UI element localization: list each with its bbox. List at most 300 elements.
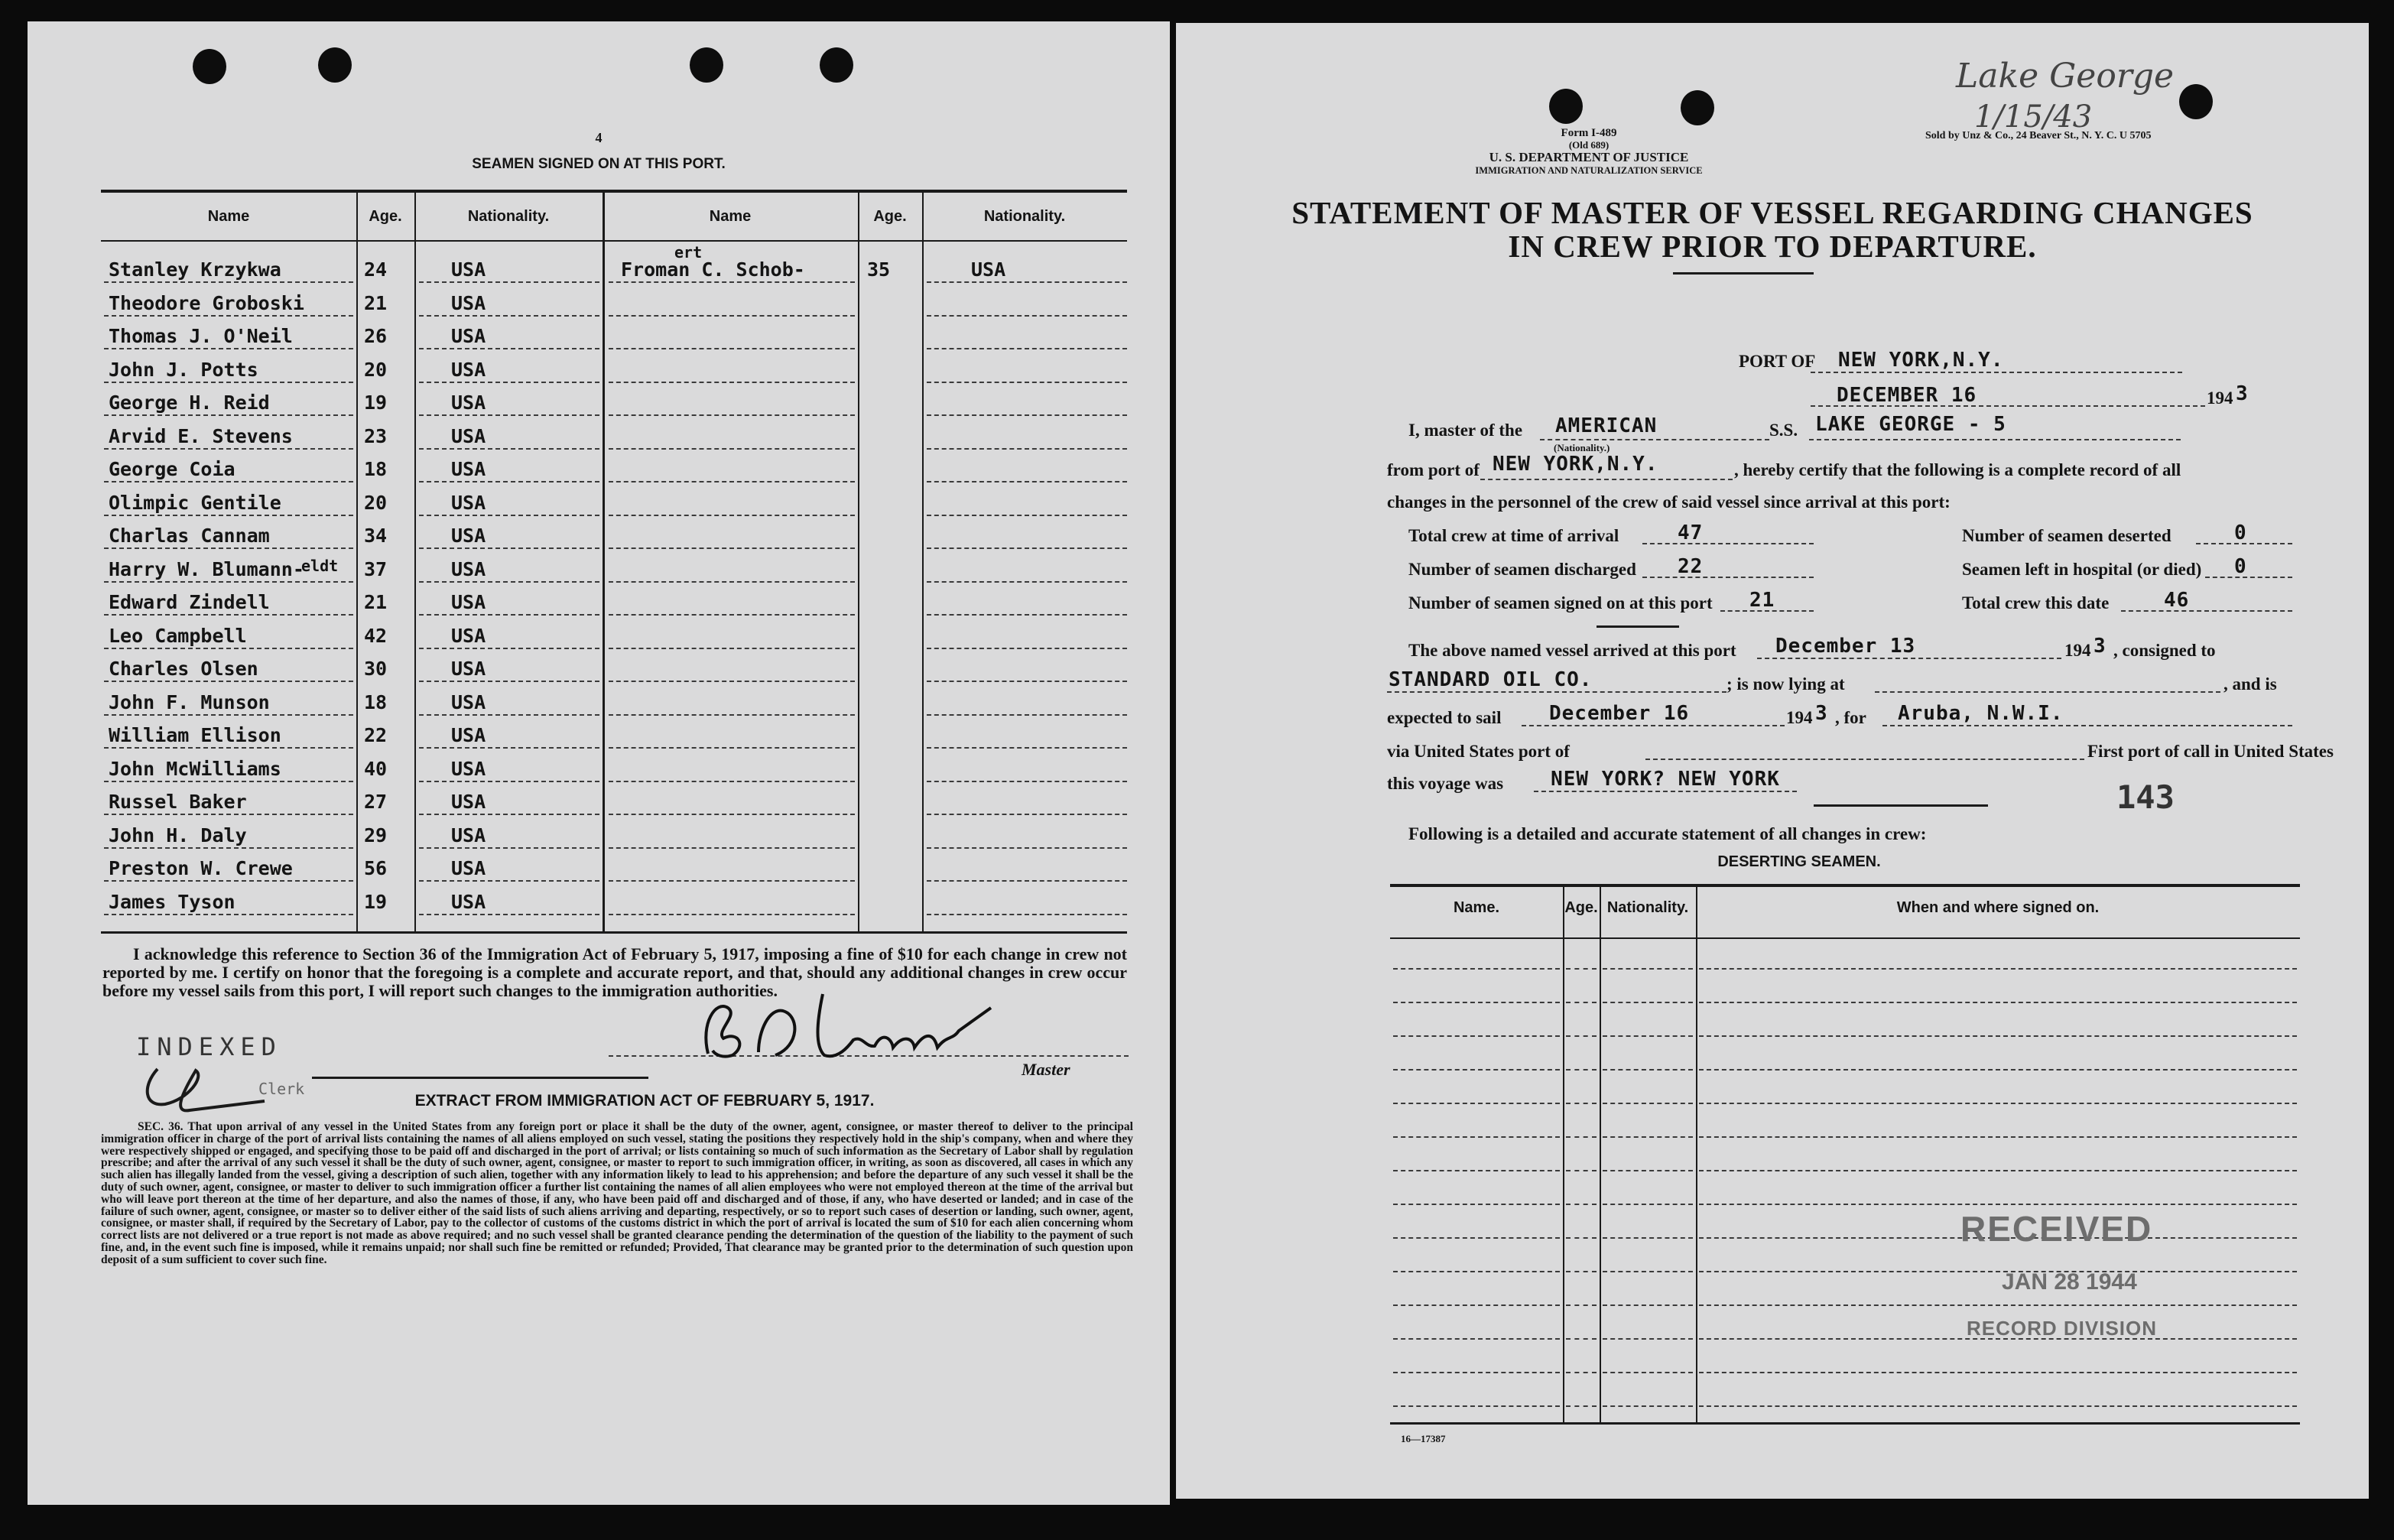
crew-age: 29 bbox=[364, 824, 388, 846]
crew-name: Thomas J. O'Neil bbox=[109, 325, 293, 347]
row-dotted-line bbox=[927, 781, 1127, 782]
deserting-row-line bbox=[1603, 1035, 1693, 1037]
arrived-year-label: 194 bbox=[2064, 641, 2091, 660]
left-page bbox=[28, 21, 1170, 1505]
row-dotted-line bbox=[104, 515, 353, 516]
deserting-row-line bbox=[1566, 1304, 1597, 1306]
crew-nationality: USA bbox=[451, 391, 486, 414]
arrived-label: The above named vessel arrived at this port bbox=[1408, 641, 1736, 660]
extract-rule bbox=[312, 1077, 648, 1079]
crew-age: 42 bbox=[364, 625, 388, 647]
deserting-row-line bbox=[1566, 1170, 1597, 1171]
crew-nationality: USA bbox=[451, 758, 486, 780]
destination-value: Aruba, N.W.I. bbox=[1898, 702, 2064, 725]
col-header-age: Age. bbox=[873, 208, 907, 225]
row-dotted-line bbox=[927, 448, 1127, 450]
deserting-row-line bbox=[1566, 1237, 1597, 1239]
row-dotted-line bbox=[927, 581, 1127, 583]
hospital-label: Seamen left in hospital (or died) bbox=[1962, 560, 2202, 579]
deserting-row-line bbox=[1699, 1204, 2297, 1205]
vessel-value: LAKE GEORGE - 5 bbox=[1815, 413, 2006, 436]
lying-line bbox=[1875, 691, 2220, 693]
crew-nationality: USA bbox=[451, 492, 486, 514]
deserting-row-line bbox=[1393, 1069, 1560, 1071]
row-dotted-line bbox=[609, 747, 855, 749]
crew-name: Arvid E. Stevens bbox=[109, 425, 293, 447]
deserting-row-line bbox=[1699, 968, 2297, 970]
row-dotted-line bbox=[104, 614, 353, 616]
row-dotted-line bbox=[419, 681, 599, 682]
col-header-nationality: Nationality. bbox=[1606, 899, 1689, 916]
crew-nationality: USA bbox=[451, 292, 486, 314]
row-dotted-line bbox=[927, 648, 1127, 649]
crew-age: 23 bbox=[364, 425, 388, 447]
row-dotted-line bbox=[419, 814, 599, 815]
crew-nationality: USA bbox=[451, 791, 486, 813]
row-dotted-line bbox=[419, 648, 599, 649]
crew-age: 24 bbox=[364, 258, 388, 281]
deserting-row-line bbox=[1699, 1136, 2297, 1138]
voyage-value: NEW YORK? NEW YORK bbox=[1551, 768, 1780, 791]
deserting-row-line bbox=[1393, 1103, 1560, 1104]
row-dotted-line bbox=[419, 448, 599, 450]
deserting-row-line bbox=[1566, 1136, 1597, 1138]
row-dotted-line bbox=[419, 481, 599, 482]
row-dotted-line bbox=[104, 414, 353, 416]
punch-hole bbox=[2179, 84, 2213, 119]
row-dotted-line bbox=[419, 515, 599, 516]
hospital-value: 0 bbox=[2234, 555, 2247, 578]
punch-hole bbox=[1681, 90, 1714, 125]
crew-nationality: USA bbox=[451, 625, 486, 647]
crew-nationality: USA bbox=[451, 691, 486, 713]
from-port-value: NEW YORK,N.Y. bbox=[1493, 453, 1658, 476]
row-dotted-line bbox=[927, 515, 1127, 516]
deserting-row-line bbox=[1603, 1002, 1693, 1003]
deserting-row-line bbox=[1393, 1372, 1560, 1373]
deserting-row-line bbox=[1566, 1372, 1597, 1373]
deserting-row-line bbox=[1566, 968, 1597, 970]
row-dotted-line bbox=[104, 880, 353, 882]
row-dotted-line bbox=[419, 281, 599, 283]
stamp-number: 143 bbox=[2116, 778, 2175, 816]
row-dotted-line bbox=[104, 814, 353, 815]
crew-age: 37 bbox=[364, 558, 388, 580]
deserting-row-line bbox=[1393, 1170, 1560, 1171]
crew-nationality: USA bbox=[451, 525, 486, 547]
row-dotted-line bbox=[609, 614, 855, 616]
vessel-line bbox=[1809, 439, 2181, 440]
deserting-row-line bbox=[1566, 1103, 1597, 1104]
handwritten-note: Lake George bbox=[1956, 57, 2175, 96]
crew-nationality: USA bbox=[451, 425, 486, 447]
col-header-name: Name. bbox=[1453, 899, 1500, 916]
deserting-row-line bbox=[1393, 1338, 1560, 1340]
row-dotted-line bbox=[609, 515, 855, 516]
punch-hole bbox=[820, 47, 853, 83]
row-dotted-line bbox=[609, 714, 855, 716]
from-port-line bbox=[1480, 479, 1733, 480]
expected-line bbox=[1522, 725, 1785, 726]
acknowledgment-text: I acknowledge this reference to Section 36 of the Immigration Act of February 5, 1917, imposing a fine of $10 for each change in crew not reported by me. I certify on honor that the foregoing is a complete and accurate report, and that, should any additional changes in crew occur before my vessel sails from this port, I will report such changes to the immigration authorities. bbox=[102, 944, 1127, 1000]
deserting-row-line bbox=[1603, 1405, 1693, 1407]
row-dotted-line bbox=[927, 614, 1127, 616]
master-of-the-label: I, master of the bbox=[1408, 421, 1523, 440]
row-dotted-line bbox=[609, 880, 855, 882]
crew-age: 22 bbox=[364, 724, 388, 746]
indexed-stamp: INDEXED bbox=[136, 1032, 282, 1061]
crew-age: 21 bbox=[364, 591, 388, 613]
crew-name: Harry W. Blumann- bbox=[109, 558, 304, 580]
deserting-row-line bbox=[1393, 1035, 1560, 1037]
crew-age: 18 bbox=[364, 458, 388, 480]
row-dotted-line bbox=[609, 448, 855, 450]
row-dotted-line bbox=[609, 648, 855, 649]
row-dotted-line bbox=[609, 348, 855, 349]
voyage-line bbox=[1534, 791, 1797, 792]
crew-nationality: USA bbox=[451, 359, 486, 381]
form-old: (Old 689) bbox=[1568, 139, 1610, 151]
deserting-table-bottom bbox=[1390, 1422, 2300, 1425]
crew-name: James Tyson bbox=[109, 891, 236, 913]
following-text: Following is a detailed and accurate statement of all changes in crew: bbox=[1408, 824, 1927, 843]
crew-name: Theodore Groboski bbox=[109, 292, 304, 314]
expected-year-value: 3 bbox=[1815, 702, 1828, 725]
crew-age: 30 bbox=[364, 658, 388, 680]
service: IMMIGRATION AND NATURALIZATION SERVICE bbox=[1475, 165, 1703, 176]
crew-name: John McWilliams bbox=[109, 758, 281, 780]
row-dotted-line bbox=[927, 747, 1127, 749]
crew-age: 19 bbox=[364, 891, 388, 913]
total-date-value: 46 bbox=[2164, 589, 2190, 612]
deserting-table-top bbox=[1390, 884, 2300, 887]
row-dotted-line bbox=[104, 382, 353, 383]
voyage-label: this voyage was bbox=[1387, 774, 1504, 793]
row-dotted-line bbox=[104, 481, 353, 482]
record-division-stamp: RECORD DIVISION bbox=[1967, 1317, 2158, 1340]
via-line bbox=[1645, 759, 2084, 760]
row-dotted-line bbox=[927, 481, 1127, 482]
certify-text: , hereby certify that the following is a complete record of all bbox=[1734, 460, 2181, 479]
nationality-line bbox=[1540, 439, 1769, 440]
crew-nationality: USA bbox=[451, 591, 486, 613]
row-dotted-line bbox=[609, 481, 855, 482]
deserting-row-line bbox=[1603, 1372, 1693, 1373]
crew-nationality: USA bbox=[451, 558, 486, 580]
col-header-nationality: Nationality. bbox=[983, 208, 1066, 225]
crew-age: 19 bbox=[364, 391, 388, 414]
deserting-table-header-rule bbox=[1390, 937, 2300, 939]
port-value: NEW YORK,N.Y. bbox=[1838, 349, 2004, 372]
department: U. S. DEPARTMENT OF JUSTICE bbox=[1489, 150, 1689, 164]
deserting-row-line bbox=[1699, 1035, 2297, 1037]
deserting-row-line bbox=[1699, 1271, 2297, 1272]
discharged-line bbox=[1642, 577, 1814, 578]
col-header-age: Age. bbox=[369, 208, 402, 225]
deserting-row-line bbox=[1699, 1002, 2297, 1003]
row-dotted-line bbox=[927, 914, 1127, 915]
crew-name: Russel Baker bbox=[109, 791, 247, 813]
discharged-label: Number of seamen discharged bbox=[1408, 560, 1636, 579]
col-divider bbox=[603, 191, 605, 933]
row-dotted-line bbox=[927, 382, 1127, 383]
row-dotted-line bbox=[104, 747, 353, 749]
row-dotted-line bbox=[104, 648, 353, 649]
row-dotted-line bbox=[104, 847, 353, 849]
row-dotted-line bbox=[927, 414, 1127, 416]
row-dotted-line bbox=[419, 614, 599, 616]
extract-title: EXTRACT FROM IMMIGRATION ACT OF FEBRUARY 5, 1917. bbox=[414, 1092, 875, 1110]
year-label: 194 bbox=[2207, 388, 2233, 408]
crew-name: George Coia bbox=[109, 458, 236, 480]
deserting-row-line bbox=[1566, 1271, 1597, 1272]
row-dotted-line bbox=[609, 382, 855, 383]
crew-nationality: USA bbox=[451, 857, 486, 879]
row-dotted-line bbox=[609, 781, 855, 782]
section-title: SEAMEN SIGNED ON AT THIS PORT. bbox=[472, 156, 726, 172]
deserting-row-line bbox=[1393, 1204, 1560, 1205]
row-dotted-line bbox=[927, 281, 1127, 283]
row-dotted-line bbox=[609, 581, 855, 583]
crew-right-nationality: USA bbox=[971, 258, 1006, 281]
deserting-row-line bbox=[1566, 1069, 1597, 1071]
deserting-row-line bbox=[1393, 968, 1560, 970]
section-rule bbox=[1597, 625, 1679, 628]
page-number: 4 bbox=[595, 130, 603, 145]
deserting-row-line bbox=[1603, 1304, 1693, 1306]
row-dotted-line bbox=[104, 714, 353, 716]
crew-age: 20 bbox=[364, 492, 388, 514]
crew-nationality: USA bbox=[451, 325, 486, 347]
received-date: JAN 28 1944 bbox=[2002, 1269, 2137, 1295]
col-divider bbox=[922, 191, 924, 933]
deserting-row-line bbox=[1566, 1405, 1597, 1407]
row-dotted-line bbox=[104, 914, 353, 915]
row-dotted-line bbox=[419, 880, 599, 882]
deserting-row-line bbox=[1603, 1136, 1693, 1138]
crew-age: 56 bbox=[364, 857, 388, 879]
col-divider bbox=[1600, 885, 1601, 1424]
row-dotted-line bbox=[419, 581, 599, 583]
master-signature bbox=[685, 985, 1006, 1069]
row-dotted-line bbox=[419, 781, 599, 782]
crew-name: George H. Reid bbox=[109, 391, 270, 414]
deserting-row-line bbox=[1699, 1372, 2297, 1373]
row-dotted-line bbox=[609, 814, 855, 815]
row-dotted-line bbox=[609, 414, 855, 416]
hospital-line bbox=[2205, 577, 2292, 578]
expected-label: expected to sail bbox=[1387, 708, 1502, 727]
deserting-row-line bbox=[1603, 1170, 1693, 1171]
punch-hole bbox=[318, 47, 352, 83]
title-rule bbox=[1673, 272, 1814, 275]
expected-value: December 16 bbox=[1549, 702, 1690, 725]
handwritten-date: 1/15/43 bbox=[1974, 99, 2093, 135]
nationality-value: AMERICAN bbox=[1555, 414, 1658, 437]
crew-name: William Ellison bbox=[109, 724, 281, 746]
via-label: via United States port of bbox=[1387, 742, 1570, 761]
crew-name: John J. Potts bbox=[109, 359, 258, 381]
col-divider bbox=[858, 191, 859, 933]
discharged-value: 22 bbox=[1678, 555, 1704, 578]
row-dotted-line bbox=[927, 681, 1127, 682]
row-dotted-line bbox=[104, 681, 353, 682]
col-divider bbox=[1696, 885, 1697, 1424]
crew-name: Edward Zindell bbox=[109, 591, 270, 613]
row-dotted-line bbox=[419, 847, 599, 849]
crew-nationality: USA bbox=[451, 458, 486, 480]
crew-nationality: USA bbox=[451, 891, 486, 913]
crew-name: Olimpic Gentile bbox=[109, 492, 281, 514]
year-value: 3 bbox=[2236, 382, 2249, 405]
row-dotted-line bbox=[609, 547, 855, 549]
crew-name: Preston W. Crewe bbox=[109, 857, 293, 879]
crew-nationality: USA bbox=[451, 258, 486, 281]
form-title-line2: IN CREW PRIOR TO DEPARTURE. bbox=[1508, 229, 2037, 264]
col-header-name: Name bbox=[207, 208, 250, 225]
col-divider bbox=[1563, 885, 1564, 1424]
deserting-row-line bbox=[1393, 1237, 1560, 1239]
deserting-row-line bbox=[1393, 1271, 1560, 1272]
table-header-rule bbox=[101, 240, 1127, 242]
row-dotted-line bbox=[927, 847, 1127, 849]
deserting-title: DESERTING SEAMEN. bbox=[1717, 853, 1881, 870]
deserting-row-line bbox=[1603, 1103, 1693, 1104]
crew-right-age: 35 bbox=[867, 258, 891, 281]
received-stamp: RECEIVED bbox=[1960, 1209, 2153, 1249]
seller-note: Sold by Unz & Co., 24 Beaver St., N. Y. C. U 5705 bbox=[1925, 130, 2152, 141]
row-dotted-line bbox=[419, 414, 599, 416]
row-dotted-line bbox=[609, 681, 855, 682]
deserting-row-line bbox=[1699, 1103, 2297, 1104]
port-label: PORT OF bbox=[1739, 352, 1816, 371]
row-dotted-line bbox=[609, 847, 855, 849]
extract-text: SEC. 36. That upon arrival of any vessel in the United States from any foreign port or place it shall be the duty of the owner, agent, consignee, or master thereof to deliver to the principal immigration officer in charge of the port of arrival lists containing the names of all aliens employed on such vessel, stating the positions they respectively hold in the ship's company, when and where they were respectively shipped or engaged, and specifying those to be paid off and discharged in the port of arrival; or lists containing so much of such information as the Secretary of Labor shall by regulation prescribe; and after the arrival of any such vessel it shall be the duty of such owner, agent, consignee, or master to report to such immigration officer, in writing, as soon as discovered, all cases in which any such alien has illegally landed from the vessel, giving a description of such alien, together with any information likely to lead to his apprehension; and before the departure of any such vessel it shall be the duty of such owner, agent, consignee, or master to deliver to such immigration officer a further list containing the names of all alien employees who were not employed thereon at the time of the arrival but who will leave port thereon at the time of her departure, and also the names of those, if any, who have been paid off and discharged and of those, if any, who have deserted or landed; and in case of the failure of such owner, agent, consignee, or master so to deliver either of the said lists of such aliens arriving and departing, respectively, or so to report such cases of desertion or landing, such owner, agent, consignee, or master shall, if required by the Secretary of Labor, pay to the collector of customs of the customs district in which the port of arrival is located the sum of $10 for each alien concerning whom correct lists are not delivered or a true report is not made as above required; and no such vessel shall be granted clearance pending the determination of the question of the liability to the payment of such fine, and, in the event such fine is imposed, while it remains unpaid; nor shall such fine be remitted or refunded; Provided, That clearance may be granted prior to the determination of such question upon deposit of a sum sufficient to cover such fine. bbox=[101, 1120, 1133, 1266]
crew-name: John F. Munson bbox=[109, 691, 270, 713]
deserting-row-line bbox=[1393, 1002, 1560, 1003]
crew-age: 40 bbox=[364, 758, 388, 780]
deserting-row-line bbox=[1393, 1304, 1560, 1306]
crew-age: 26 bbox=[364, 325, 388, 347]
punch-hole bbox=[690, 47, 723, 83]
first-port-label: First port of call in United States bbox=[2087, 742, 2334, 761]
deserting-row-line bbox=[1603, 1271, 1693, 1272]
deserting-row-line bbox=[1603, 1069, 1693, 1071]
deserting-row-line bbox=[1393, 1136, 1560, 1138]
total-arrival-label: Total crew at time of arrival bbox=[1408, 526, 1619, 545]
crew-age: 27 bbox=[364, 791, 388, 813]
row-dotted-line bbox=[104, 281, 353, 283]
deserting-row-line bbox=[1566, 1338, 1597, 1340]
deserting-row-line bbox=[1699, 1170, 2297, 1171]
signed-on-label: Number of seamen signed on at this port bbox=[1408, 593, 1713, 612]
from-port-label: from port of bbox=[1387, 460, 1480, 479]
row-dotted-line bbox=[609, 315, 855, 317]
destination-line bbox=[1882, 725, 2292, 726]
crew-name: Stanley Krzykwa bbox=[109, 258, 281, 281]
deserting-row-line bbox=[1699, 1405, 2297, 1407]
consignee-line bbox=[1387, 691, 1726, 693]
row-dotted-line bbox=[419, 714, 599, 716]
total-arrival-line bbox=[1642, 543, 1814, 544]
row-dotted-line bbox=[104, 547, 353, 549]
form-title-line1: STATEMENT OF MASTER OF VESSEL REGARDING CHANGES bbox=[1291, 195, 2253, 230]
row-dotted-line bbox=[419, 914, 599, 915]
nationality-caption: (Nationality.) bbox=[1554, 442, 1610, 453]
clerk-label: Clerk bbox=[258, 1080, 305, 1098]
table-bottom-rule bbox=[101, 931, 1127, 934]
row-dotted-line bbox=[927, 315, 1127, 317]
total-date-label: Total crew this date bbox=[1962, 593, 2110, 612]
col-divider bbox=[414, 191, 416, 933]
crew-age: 20 bbox=[364, 359, 388, 381]
crew-name: Charles Olsen bbox=[109, 658, 258, 680]
port-line bbox=[1811, 372, 2182, 373]
row-dotted-line bbox=[927, 814, 1127, 815]
deserting-row-line bbox=[1566, 1204, 1597, 1205]
date-value: DECEMBER 16 bbox=[1837, 384, 1977, 407]
row-dotted-line bbox=[927, 547, 1127, 549]
col-header-signed-on: When and where signed on. bbox=[1896, 899, 2100, 916]
row-dotted-line bbox=[927, 714, 1127, 716]
crew-nationality: USA bbox=[451, 824, 486, 846]
deserting-row-line bbox=[1603, 1204, 1693, 1205]
crew-name: Leo Campbell bbox=[109, 625, 247, 647]
total-date-line bbox=[2121, 610, 2292, 612]
row-dotted-line bbox=[609, 914, 855, 915]
changes-text: changes in the personnel of the crew of said vessel since arrival at this port: bbox=[1387, 492, 1951, 512]
deserted-value: 0 bbox=[2234, 521, 2247, 544]
master-label: Master bbox=[1022, 1060, 1070, 1079]
crew-age: 18 bbox=[364, 691, 388, 713]
for-label: , for bbox=[1835, 708, 1866, 727]
deserted-label: Number of seamen deserted bbox=[1962, 526, 2171, 545]
crew-name: John H. Daly bbox=[109, 824, 247, 846]
arrived-line bbox=[1757, 658, 2061, 659]
right-page bbox=[1176, 23, 2369, 1499]
row-dotted-line bbox=[419, 382, 599, 383]
col-header-age: Age. bbox=[1564, 899, 1598, 916]
table-top-rule bbox=[101, 190, 1127, 193]
section-rule bbox=[1814, 804, 1988, 807]
crew-right-name: Froman C. Schob- bbox=[621, 258, 805, 281]
deserting-row-line bbox=[1603, 968, 1693, 970]
punch-hole bbox=[193, 49, 226, 84]
lying-label: ; is now lying at bbox=[1726, 674, 1845, 694]
row-dotted-line bbox=[104, 581, 353, 583]
consigned-label: , consigned to bbox=[2113, 641, 2216, 660]
arrived-value: December 13 bbox=[1775, 635, 1916, 658]
col-divider bbox=[356, 191, 358, 933]
name-suffix: ert bbox=[674, 243, 703, 262]
row-dotted-line bbox=[419, 315, 599, 317]
arrived-year-value: 3 bbox=[2094, 635, 2107, 658]
col-header-nationality: Nationality. bbox=[467, 208, 550, 225]
row-dotted-line bbox=[927, 348, 1127, 349]
name-suffix: eldt bbox=[301, 557, 339, 575]
row-dotted-line bbox=[419, 547, 599, 549]
row-dotted-line bbox=[609, 281, 855, 283]
deserting-row-line bbox=[1603, 1338, 1693, 1340]
crew-age: 21 bbox=[364, 292, 388, 314]
deserting-row-line bbox=[1699, 1069, 2297, 1071]
row-dotted-line bbox=[104, 315, 353, 317]
col-header-name: Name bbox=[709, 208, 752, 225]
consignee-value: STANDARD OIL CO. bbox=[1389, 668, 1593, 691]
row-dotted-line bbox=[927, 880, 1127, 882]
deserting-row-line bbox=[1566, 1002, 1597, 1003]
form-footer: 16—17387 bbox=[1401, 1433, 1446, 1444]
